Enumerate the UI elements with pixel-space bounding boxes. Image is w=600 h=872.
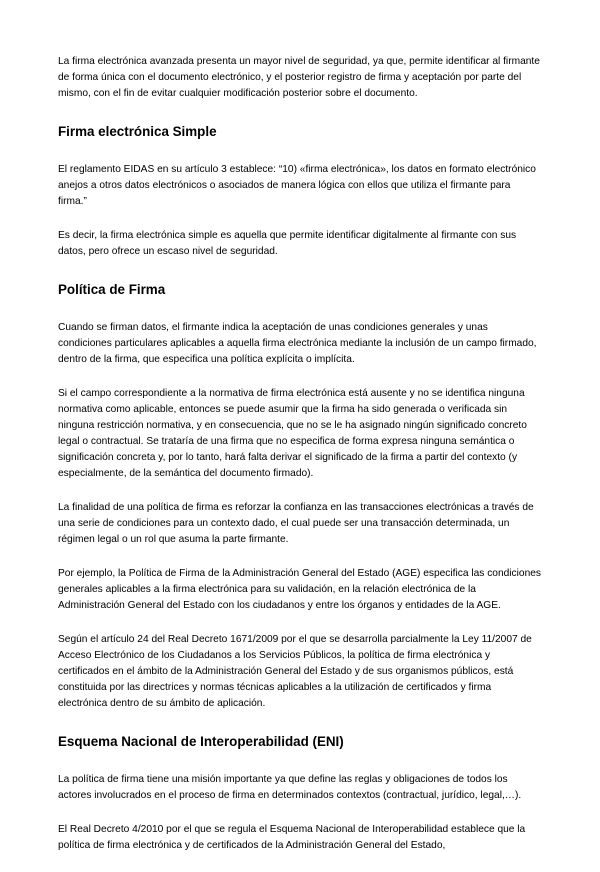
paragraph-campo-ausente: Si el campo correspondiente a la normativa de firma electrónica está ausente y no se identifica ninguna normativa como aplicable, entonces se puede asumir que la firma ha sido generada o verificada sin ninguna restricción normativa, y en consecuencia, que no se le ha asignado ningún significado concreto legal o contractual. Se trataría de una firma que no especifica de forma expresa ninguna semántica o significación concreta y, por lo tanto, hará falta derivar el significado de la firma a partir del contexto (y especialmente, de la semántica del documento firmado). [58,388,527,479]
paragraph-real-decreto-4-2010: El Real Decreto 4/2010 por el que se regula el Esquema Nacional de Interoperabilidad establece que la política de firma electrónica y de certificados de la Administración General del Estado, [58,824,526,851]
paragraph-politica-age: Por ejemplo, la Política de Firma de la Administración General del Estado (AGE) especifica las condiciones generales aplicables a la firma electrónica para su validación, en la relación electrónica de la Administración General del Estado con los ciudadanos y entre los órganos y entidades de la AGE. [58,568,542,611]
paragraph-finalidad-politica: La finalidad de una política de firma es reforzar la confianza en las transacciones electrónicas a través de una serie de condiciones para un contexto dado, el cual puede ser una transacción determinada, un régimen legal o un rol que asuma la parte firmante. [58,502,534,545]
paragraph-firma-avanzada: La firma electrónica avanzada presenta un mayor nivel de seguridad, ya que, permite identificar al firmante de forma única con el documento electrónico, y el posterior registro de firma y aceptación por parte del mismo, con el fin de evitar cualquier modificación posterior sobre el documento. [58,56,540,99]
paragraph-mision-politica: La política de firma tiene una misión importante ya que define las reglas y obligaciones de todos los actores involucrados en el proceso de firma en determinados contextos (contractual, jurídico, legal,…). [58,774,522,801]
paragraph-firma-simple-definicion: Es decir, la firma electrónica simple es aquella que permite identificar digitalmente al firmante con sus datos, pero ofrece un escaso nivel de seguridad. [58,230,517,257]
document-page [58,54,542,872]
paragraph-eidas: El reglamento EIDAS en su artículo 3 establece: “10) «firma electrónica», los datos en formato electrónico anejos a otros datos electrónicos o asociados de manera lógica con ellos que utiliza el firmante para firma.” [58,164,536,207]
paragraph-real-decreto-1671: Según el artículo 24 del Real Decreto 1671/2009 por el que se desarrolla parcialmente la Ley 11/2007 de Acceso Electrónico de los Ciudadanos a los Servicios Públicos, la política de firma electrónica y certificados en el ámbito de la Administración General del Estado y de sus organismos públicos, está constituida por las directrices y normas técnicas aplicables a la utilización de certificados y firma electrónica dentro de su ámbito de aplicación. [58,634,532,709]
paragraph-aceptacion-condiciones: Cuando se firman datos, el firmante indica la aceptación de unas condiciones generales y unas condiciones particulares aplicables a aquella firma electrónica mediante la inclusión de un campo firmado, dentro de la firma, que especifica una política explícita o implícita. [58,322,537,365]
heading-firma-simple: Firma electrónica Simple [58,124,217,139]
heading-politica-firma: Política de Firma [58,282,166,297]
heading-eni: Esquema Nacional de Interoperabilidad (ENI) [58,734,344,749]
